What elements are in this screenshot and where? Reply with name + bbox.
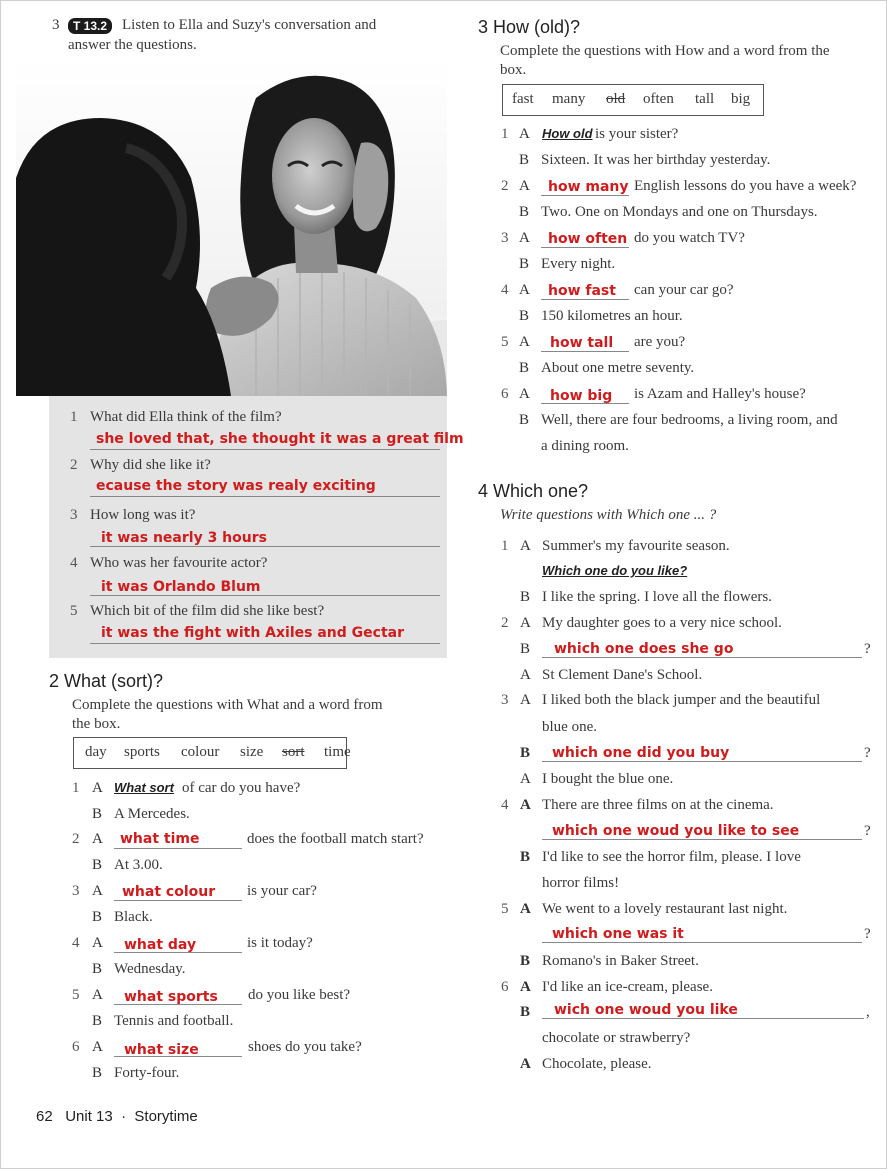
ex2-item4-fill[interactable]: what day <box>124 937 197 953</box>
footer-separator: · <box>121 1108 127 1125</box>
ex4-item2-b-label: B <box>520 641 531 657</box>
ex3b-item3-question: do you watch TV? <box>634 230 745 246</box>
ex2-word-time: time <box>324 744 351 760</box>
ex2-item5-answer: Tennis and football. <box>114 1013 234 1029</box>
ex2-item4-number: 4 <box>72 935 80 951</box>
q5-answer-line <box>90 643 440 644</box>
ex2-item5-b-label: B <box>92 1013 103 1029</box>
ex2-item1-question: of car do you have? <box>182 780 301 796</box>
ex3b-item2-number: 2 <box>501 178 509 194</box>
ex4-item3-statement-line2: blue one. <box>542 719 597 735</box>
ex2-word-sort-used: sort <box>282 744 305 760</box>
ex3a-instruction-line2: answer the questions. <box>68 37 197 53</box>
ex2-item6-answer: Forty-four. <box>114 1065 180 1081</box>
ex4-item1-number: 1 <box>501 538 509 554</box>
ex2-item6-question: shoes do you take? <box>248 1039 362 1055</box>
ex3b-item6-number: 6 <box>501 386 509 402</box>
q4-question: Who was her favourite actor? <box>90 555 268 571</box>
ex4-item6-comma: , <box>866 1004 870 1020</box>
ex2-item2-blank <box>114 848 242 849</box>
ex3b-item6-answer-line2: a dining room. <box>541 438 629 454</box>
ex3b-item1-answer: Sixteen. It was her birthday yesterday. <box>541 152 771 168</box>
ex3b-instruction-line1: Complete the questions with How and a word from the <box>500 43 830 59</box>
ex2-item2-b-label: B <box>92 857 103 873</box>
ex2-item3-fill[interactable]: what colour <box>122 884 216 900</box>
q3-number: 3 <box>70 507 78 523</box>
ex4-item2-qmark: ? <box>864 641 871 657</box>
ex4-item1-b-label: B <box>520 589 531 605</box>
ex4-item2-statement: My daughter goes to a very nice school. <box>542 615 782 631</box>
ex3b-item4-a-label: A <box>519 282 530 298</box>
ex3b-title: 3 How (old)? <box>478 17 581 37</box>
ex3b-item5-answer: About one metre seventy. <box>541 360 695 376</box>
ex3b-item1-a-label: A <box>519 126 530 142</box>
ex3b-item1-question: is your sister? <box>595 126 679 142</box>
ex3b-item3-a-label: A <box>519 230 530 246</box>
ex2-item6-fill[interactable]: what size <box>124 1042 199 1058</box>
ex2-word-sports: sports <box>124 744 160 760</box>
ex3b-instruction-line2: box. <box>500 62 527 78</box>
ex3b-item4-number: 4 <box>501 282 509 298</box>
ex3b-item2-question: English lessons do you have a week? <box>634 178 857 194</box>
ex3b-item2-answer: Two. One on Mondays and one on Thursdays. <box>541 204 818 220</box>
ex4-item3-blank <box>542 761 862 762</box>
ex3b-word-fast: fast <box>512 91 534 107</box>
ex2-item1-example: What sort <box>114 780 174 795</box>
ex4-item5-fill[interactable]: which one was it <box>552 926 684 942</box>
ex3b-item4-answer: 150 kilometres an hour. <box>541 308 683 324</box>
ex4-item6-number: 6 <box>501 979 509 995</box>
ex2-item1-answer: A Mercedes. <box>114 806 190 822</box>
ex3b-word-many: many <box>552 91 586 107</box>
ex3b-word-tall: tall <box>695 91 715 107</box>
ex4-item1-example: Which one do you like? <box>542 563 688 578</box>
ex4-item3-a-label: A <box>520 692 531 708</box>
ex4-item5-a-label: A <box>520 901 531 917</box>
ex4-item3-qmark: ? <box>864 745 871 761</box>
ex2-item5-a-label: A <box>92 987 103 1003</box>
ex2-item1-number: 1 <box>72 780 80 796</box>
ex3b-item4-question: can your car go? <box>634 282 734 298</box>
ex4-item3-reply: I bought the blue one. <box>542 771 674 787</box>
ex2-word-day: day <box>85 744 107 760</box>
ex3b-item3-answer: Every night. <box>541 256 616 272</box>
ex2-item1-b-label: B <box>92 806 103 822</box>
ex2-item2-question: does the football match start? <box>247 831 424 847</box>
unit-title: Storytime <box>134 1108 198 1125</box>
unit-label: Unit 13 <box>65 1108 113 1125</box>
ex3b-item4-blank <box>541 299 629 300</box>
ex2-instruction-line1: Complete the questions with What and a word from <box>72 697 383 713</box>
ex3b-item1-example: How old <box>542 126 593 141</box>
ex4-item5-statement: We went to a lovely restaurant last night. <box>542 901 788 917</box>
conversation-photo <box>16 58 447 396</box>
q4-number: 4 <box>70 555 78 571</box>
q2-number: 2 <box>70 457 78 473</box>
ex4-item3-b-label: B <box>520 745 531 761</box>
ex2-item6-b-label: B <box>92 1065 103 1081</box>
ex4-item5-reply: Romano's in Baker Street. <box>542 953 699 969</box>
ex4-item2-fill[interactable]: which one does she go <box>554 641 734 657</box>
ex4-item2-number: 2 <box>501 615 509 631</box>
ex3b-item3-number: 3 <box>501 230 509 246</box>
ex3b-word-big: big <box>731 91 751 107</box>
ex3b-item4-b-label: B <box>519 308 530 324</box>
ex3b-item5-number: 5 <box>501 334 509 350</box>
ex2-item3-question: is your car? <box>247 883 317 899</box>
ex3b-item6-b-label: B <box>519 412 530 428</box>
footer <box>36 1108 198 1125</box>
ex2-title: 2 What (sort)? <box>49 671 164 691</box>
ex4-item2-blank <box>542 657 862 658</box>
ex3b-item6-answer-line1: Well, there are four bedrooms, a living room, and <box>541 412 838 428</box>
ex4-item1-reply: I like the spring. I love all the flowers. <box>542 589 772 605</box>
q1-question: What did Ella think of the film? <box>90 409 282 425</box>
ex4-item3-a2-label: A <box>520 771 531 787</box>
ex3b-item6-question: is Azam and Halley's house? <box>634 386 806 402</box>
ex3b-item2-a-label: A <box>519 178 530 194</box>
ex4-item6-final: Chocolate, please. <box>542 1056 652 1072</box>
ex4-item3-number: 3 <box>501 692 509 708</box>
ex4-item6-a2-label: A <box>520 1056 531 1072</box>
ex4-item5-b-label: B <box>520 953 531 969</box>
ex4-title: 4 Which one? <box>478 481 589 501</box>
ex3b-item3-blank <box>541 247 629 248</box>
ex4-item6-statement: I'd like an ice-cream, please. <box>542 979 713 995</box>
q2-answer[interactable]: ecause the story was realy exciting <box>96 478 376 494</box>
ex2-instruction-line2: the box. <box>72 716 121 732</box>
ex3b-item3-fill[interactable]: how often <box>548 231 628 247</box>
ex3b-item2-b-label: B <box>519 204 530 220</box>
ex4-item2-a2-label: A <box>520 667 531 683</box>
ex4-item4-a-label: A <box>520 797 531 813</box>
ex4-item4-statement: There are three films on at the cinema. <box>542 797 774 813</box>
q1-answer-line <box>90 449 440 450</box>
ex2-word-size: size <box>240 744 264 760</box>
ex3b-item1-b-label: B <box>519 152 530 168</box>
ex4-item4-fill[interactable]: which one woud you like to see <box>552 823 800 839</box>
ex4-item4-blank <box>542 839 862 840</box>
ex4-item3-statement-line1: I liked both the black jumper and the beautiful <box>542 692 821 708</box>
q3-answer[interactable]: it was nearly 3 hours <box>101 530 267 546</box>
ex3b-item1-number: 1 <box>501 126 509 142</box>
ex2-item2-fill[interactable]: what time <box>120 831 200 847</box>
ex4-item4-reply-line2: horror films! <box>542 875 620 891</box>
ex2-item2-number: 2 <box>72 831 80 847</box>
ex3b-item2-blank <box>541 195 629 196</box>
q5-question: Which bit of the film did she like best? <box>90 603 325 619</box>
q5-answer[interactable]: it was the fight with Axiles and Gectar <box>101 625 404 641</box>
ex4-item3-fill[interactable]: which one did you buy <box>552 745 730 761</box>
ex4-item4-reply-line1: I'd like to see the horror film, please. I love <box>542 849 801 865</box>
ex4-item5-qmark: ? <box>864 926 871 942</box>
ex4-item2-reply: St Clement Dane's School. <box>542 667 703 683</box>
ex4-item4-qmark: ? <box>864 823 871 839</box>
ex4-item6-a-label: A <box>520 979 531 995</box>
ex2-item4-question: is it today? <box>247 935 313 951</box>
ex4-item1-statement: Summer's my favourite season. <box>542 538 730 554</box>
ex3b-word-often: often <box>643 91 674 107</box>
ex3a-number: 3 <box>52 17 60 33</box>
q2-answer-line <box>90 496 440 497</box>
ex4-item6-blank <box>542 1018 864 1019</box>
ex4-item1-a-label: A <box>520 538 531 554</box>
q4-answer[interactable]: it was Orlando Blum <box>101 579 261 595</box>
ex2-item5-number: 5 <box>72 987 80 1003</box>
ex4-instruction: Write questions with Which one ... ? <box>500 507 717 523</box>
ex2-item5-fill[interactable]: what sports <box>124 989 218 1005</box>
ex3a-instruction-line1: Listen to Ella and Suzy's conversation and <box>122 17 377 33</box>
ex2-item6-number: 6 <box>72 1039 80 1055</box>
ex4-item6-fill[interactable]: wich one woud you like <box>554 1002 738 1018</box>
q3-question: How long was it? <box>90 507 196 523</box>
ex4-item5-blank <box>542 942 862 943</box>
ex2-item3-a-label: A <box>92 883 103 899</box>
q2-question: Why did she like it? <box>90 457 211 473</box>
page-number: 62 <box>36 1108 53 1125</box>
ex2-item6-a-label: A <box>92 1039 103 1055</box>
ex2-item2-a-label: A <box>92 831 103 847</box>
q1-answer[interactable]: she loved that, she thought it was a great film <box>96 431 464 447</box>
ex2-item3-answer: Black. <box>114 909 153 925</box>
ex3b-item5-blank <box>541 351 629 352</box>
ex4-item2-a-label: A <box>520 615 531 631</box>
ex3b-item5-a-label: A <box>519 334 530 350</box>
ex2-word-colour: colour <box>181 744 220 760</box>
ex3b-item6-a-label: A <box>519 386 530 402</box>
q5-number: 5 <box>70 603 78 619</box>
ex3b-item3-b-label: B <box>519 256 530 272</box>
ex3b-item2-fill[interactable]: how many <box>548 179 629 195</box>
ex4-item6-b-label: B <box>520 1004 531 1020</box>
ex3b-item4-fill[interactable]: how fast <box>548 283 616 299</box>
ex2-item4-b-label: B <box>92 961 103 977</box>
ex4-item4-number: 4 <box>501 797 509 813</box>
ex4-item5-number: 5 <box>501 901 509 917</box>
ex2-item4-a-label: A <box>92 935 103 951</box>
ex2-item5-question: do you like best? <box>248 987 351 1003</box>
ex4-item4-b-label: B <box>520 849 531 865</box>
ex3b-word-old-used: old <box>606 91 626 107</box>
ex3b-item5-question: are you? <box>634 334 686 350</box>
ex3b-item5-b-label: B <box>519 360 530 376</box>
ex3b-item6-fill[interactable]: how big <box>550 388 613 404</box>
q4-answer-line <box>90 595 440 596</box>
ex2-item4-answer: Wednesday. <box>114 961 186 977</box>
ex3b-word-box <box>502 84 764 116</box>
ex4-item6-reply: chocolate or strawberry? <box>542 1030 691 1046</box>
ex2-item2-answer: At 3.00. <box>114 857 163 873</box>
q3-answer-line <box>90 546 440 547</box>
ex2-item3-number: 3 <box>72 883 80 899</box>
ex2-item3-blank <box>114 900 242 901</box>
q1-number: 1 <box>70 409 78 425</box>
ex3b-item5-fill[interactable]: how tall <box>550 335 614 351</box>
ex2-item1-a-label: A <box>92 780 103 796</box>
ex2-item3-b-label: B <box>92 909 103 925</box>
audio-track-tag: T 13.2 <box>68 17 112 35</box>
